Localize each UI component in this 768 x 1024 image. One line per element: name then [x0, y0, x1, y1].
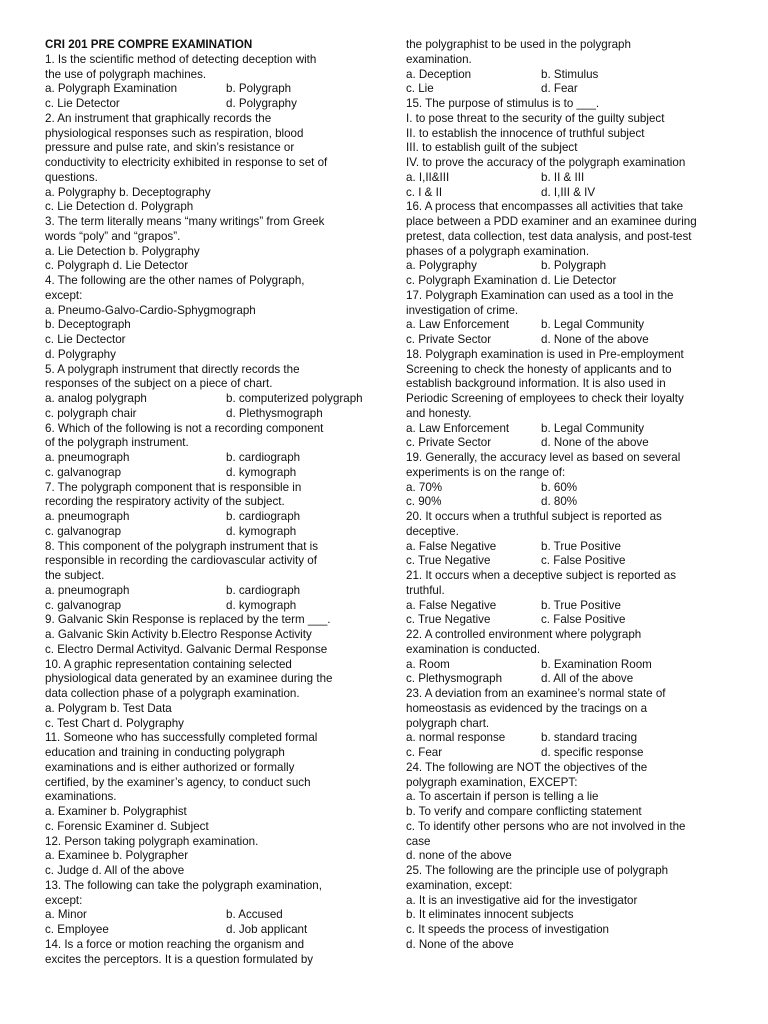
answer-options-row — [45, 599, 363, 614]
answer-option: d. kymograph — [226, 465, 297, 479]
answer-option: a. False Negative — [406, 539, 497, 553]
answer-option: d. kymograph — [226, 598, 297, 612]
answer-options-row — [406, 422, 724, 437]
question-line: examinations and is either authorized or formally — [45, 760, 295, 774]
question-line: 2. An instrument that graphically records the — [45, 111, 272, 125]
question-line: a. To ascertain if person is telling a lie — [406, 790, 599, 804]
answer-option: d. 80% — [541, 495, 578, 509]
answer-options-row — [406, 318, 724, 333]
answer-options-row — [406, 186, 724, 201]
answer-option: b. cardiograph — [226, 583, 301, 597]
answer-option: c. True Negative — [406, 554, 491, 568]
answer-options-row — [406, 495, 724, 510]
answer-option: c. Private Sector — [406, 436, 492, 450]
question-line: except: — [45, 893, 83, 907]
answer-option: d. I,III & IV — [541, 185, 596, 199]
question-line: a. Galvanic Skin Activity b.Electro Response Activity — [45, 628, 312, 641]
question-line: conductivity to electricity exhibited in response to set of — [45, 156, 328, 169]
answer-option: d. Lie Detector — [541, 274, 617, 287]
question-line: experiments is on the range of: — [406, 465, 566, 479]
answer-option: d. None of the above — [541, 333, 649, 346]
answer-options-row — [45, 525, 363, 540]
question-line: examination. — [406, 52, 472, 66]
question-line: a. Examinee b. Polygrapher — [45, 849, 189, 863]
question-line: 12. Person taking polygraph examination. — [45, 834, 259, 848]
question-line: the use of polygraph machines. — [45, 67, 207, 81]
answer-options-row — [406, 613, 724, 628]
answer-options-row — [406, 171, 724, 186]
answer-option: d. None of the above — [541, 436, 649, 450]
answer-option: a. pneumograph — [45, 451, 130, 464]
answer-option: c. galvanograp — [45, 524, 122, 538]
question-line: 23. A deviation from an examinee’s normal state of — [406, 687, 666, 700]
question-line: examination, except: — [406, 878, 513, 892]
answer-option: c. Plethysmograph — [406, 672, 503, 686]
question-line: case — [406, 834, 431, 848]
answer-option: a. Room — [406, 657, 450, 671]
question-line: I. to pose threat to the security of the guilty subject — [406, 111, 665, 125]
question-line: c. Electro Dermal Activityd. Galvanic Dermal Response — [45, 642, 328, 656]
question-line: 24. The following are NOT the objectives of the — [406, 760, 648, 774]
question-line: responsible in recording the cardiovascular activity of — [45, 554, 317, 568]
question-line: pressure and pulse rate, and skin’s resistance or — [45, 141, 295, 155]
question-line: responses of the subject on a piece of chart. — [45, 377, 273, 391]
question-line: investigation of crime. — [406, 303, 519, 317]
question-line: a. Examiner b. Polygraphist — [45, 805, 187, 818]
answer-option: a. Law Enforcement — [406, 318, 510, 332]
answer-option: b. Legal Community — [541, 421, 645, 435]
answer-option: a. I,II&III — [406, 170, 450, 184]
answer-option: c. Fear — [406, 746, 443, 759]
answer-option: a. analog polygraph — [45, 392, 147, 405]
answer-options-row — [406, 599, 724, 614]
question-line: III. to establish guilt of the subject — [406, 141, 578, 155]
question-line: c. Lie Detection d. Polygraph — [45, 200, 194, 214]
question-line: c. To identify other persons who are not involved in the — [406, 819, 686, 833]
question-line: c. It speeds the process of investigation — [406, 923, 610, 936]
question-line: 7. The polygraph component that is responsible in — [45, 480, 302, 494]
answer-option: a. Polygraphy — [406, 259, 477, 273]
question-line: 5. A polygraph instrument that directly records the — [45, 362, 300, 376]
answer-option: b. Polygraph — [226, 82, 292, 96]
answer-option: a. pneumograph — [45, 583, 130, 597]
question-line: a. Polygraphy b. Deceptography — [45, 185, 211, 199]
answer-option: a. Minor — [45, 908, 87, 922]
question-line: phases of a polygraph examination. — [406, 244, 590, 258]
answer-option: b. Polygraph — [541, 259, 607, 273]
question-line: homeostasis as evidenced by the tracings on a — [406, 701, 648, 715]
question-line: c. Judge d. All of the above — [45, 864, 185, 877]
question-line: 15. The purpose of stimulus is to ___. — [406, 97, 600, 110]
question-line: a. Polygram b. Test Data — [45, 701, 172, 715]
answer-options-row — [45, 584, 363, 599]
question-line: certified, by the examiner’s agency, to conduct such — [45, 775, 311, 789]
answer-option: c. Lie — [406, 82, 434, 96]
question-line: a. Pneumo-Galvo-Cardio-Sphygmograph — [45, 303, 256, 317]
question-line: establish background information. It is also used in — [406, 377, 666, 391]
answer-option: d. specific response — [541, 746, 644, 759]
question-line: education and training in conducting polygraph — [45, 746, 285, 759]
answer-options-row — [45, 451, 363, 466]
question-line: 11. Someone who has successfully completed formal — [45, 731, 318, 745]
question-line: 8. This component of the polygraph instrument that is — [45, 539, 319, 553]
answer-options-row — [45, 923, 363, 938]
question-line: IV. to prove the accuracy of the polygraph examination — [406, 156, 686, 169]
question-line: d. None of the above — [406, 937, 514, 951]
question-line: c. Lie Dectector — [45, 333, 126, 346]
question-line: 22. A controlled environment where polygraph — [406, 628, 642, 641]
answer-options-row — [45, 407, 363, 422]
answer-option: b. cardiograph — [226, 451, 301, 464]
question-line: 10. A graphic representation containing selected — [45, 657, 292, 671]
answer-options-row — [45, 97, 363, 112]
question-line: Screening to check the honesty of applicants and to — [406, 362, 672, 376]
answer-option: b. Legal Community — [541, 318, 645, 332]
answer-option: a. pneumograph — [45, 510, 130, 523]
answer-option: c. Lie Detector — [45, 97, 120, 110]
question-line: a. Lie Detection b. Polygraphy — [45, 244, 200, 258]
answer-option: c. Private Sector — [406, 333, 492, 346]
answer-option: c. Employee — [45, 923, 109, 936]
question-line: 14. Is a force or motion reaching the organism and — [45, 937, 305, 951]
question-line: b. To verify and compare conflicting statement — [406, 805, 642, 818]
answer-options-row — [406, 436, 724, 451]
question-line: except: — [45, 288, 83, 302]
question-line: 25. The following are the principle use of polygraph — [406, 864, 669, 877]
answer-option: c. galvanograp — [45, 465, 122, 479]
answer-option: c. Polygraph Examination — [406, 274, 538, 287]
question-line: data collection phase of a polygraph examination. — [45, 687, 300, 700]
left-column — [45, 38, 363, 967]
question-line: 18. Polygraph examination is used in Pre-employment — [406, 347, 684, 361]
answer-option: b. computerized polygraph — [226, 392, 363, 405]
answer-options-row — [45, 466, 363, 481]
question-line: place between a PDD examiner and an examinee during — [406, 215, 697, 228]
answer-options-row — [406, 259, 724, 274]
answer-option: a. False Negative — [406, 598, 497, 612]
question-line: 1. Is the scientific method of detecting deception with — [45, 52, 317, 66]
answer-options-row — [406, 731, 724, 746]
answer-option: c. galvanograp — [45, 598, 122, 612]
answer-option: b. Examination Room — [541, 657, 652, 671]
question-line: 13. The following can take the polygraph examination, — [45, 878, 322, 892]
answer-option: b. cardiograph — [226, 510, 301, 523]
question-line: 19. Generally, the accuracy level as based on several — [406, 451, 681, 464]
answer-option: a. Polygraph Examination — [45, 82, 178, 96]
answer-option: d. All of the above — [541, 672, 634, 686]
question-line: 17. Polygraph Examination can used as a tool in the — [406, 288, 674, 302]
question-line: words “poly” and “grapos”. — [45, 229, 181, 243]
question-line: 4. The following are the other names of Polygraph, — [45, 274, 305, 287]
answer-options-row — [406, 554, 724, 569]
question-line: pretest, data collection, test data analysis, and post-test — [406, 229, 692, 243]
answer-options-row — [406, 274, 724, 289]
question-line: examinations. — [45, 790, 117, 804]
question-line: and honesty. — [406, 406, 472, 420]
question-line: b. Deceptograph — [45, 318, 131, 332]
question-line: examination is conducted. — [406, 642, 541, 656]
question-line: the subject. — [45, 569, 105, 582]
answer-option: b. II & III — [541, 170, 585, 184]
answer-options-row — [406, 672, 724, 687]
answer-options-row — [406, 540, 724, 555]
question-line: truthful. — [406, 583, 445, 597]
question-line: 3. The term literally means “many writings” from Greek — [45, 215, 325, 228]
question-line: d. none of the above — [406, 849, 512, 863]
answer-option: c. False Positive — [541, 613, 626, 627]
answer-option: b. 60% — [541, 480, 578, 494]
question-line: II. to establish the innocence of truthful subject — [406, 126, 645, 140]
question-line: recording the respiratory activity of the subject. — [45, 495, 285, 509]
answer-options-row — [45, 392, 363, 407]
question-line: a. It is an investigative aid for the investigator — [406, 893, 638, 907]
question-line: 20. It occurs when a truthful subject is reported as — [406, 510, 662, 523]
question-line: deceptive. — [406, 524, 459, 538]
answer-option: c. polygraph chair — [45, 406, 137, 420]
answer-options-row — [45, 82, 363, 97]
question-line: c. Polygraph d. Lie Detector — [45, 259, 189, 273]
question-line: 16. A process that encompasses all activities that take — [406, 200, 684, 214]
answer-option: d. kymograph — [226, 524, 297, 538]
question-line: physiological responses such as respiration, blood — [45, 126, 304, 140]
question-line: 6. Which of the following is not a recording component — [45, 421, 324, 435]
exam-title: CRI 201 PRE COMPRE EXAMINATION — [45, 38, 253, 51]
answer-option: b. Accused — [226, 908, 283, 922]
question-line: of the polygraph instrument. — [45, 436, 189, 450]
question-line: polygraph examination, EXCEPT: — [406, 775, 578, 789]
question-line: c. Forensic Examiner d. Subject — [45, 819, 209, 833]
answer-option: c. I & II — [406, 185, 443, 199]
answer-option: b. True Positive — [541, 539, 621, 553]
question-line: 9. Galvanic Skin Response is replaced by the term ___. — [45, 613, 331, 627]
answer-option: d. Job applicant — [226, 923, 308, 936]
question-line: questions. — [45, 170, 98, 184]
question-line: b. It eliminates innocent subjects — [406, 908, 574, 922]
question-line: polygraph chart. — [406, 716, 490, 730]
question-line: 21. It occurs when a deceptive subject is reported as — [406, 569, 677, 582]
answer-option: d. Polygraphy — [226, 97, 297, 110]
answer-options-row — [406, 82, 724, 97]
question-line: Periodic Screening of employees to check their loyalty — [406, 392, 684, 405]
answer-option: b. True Positive — [541, 598, 621, 612]
answer-option: b. standard tracing — [541, 731, 638, 745]
answer-option: c. True Negative — [406, 613, 491, 627]
answer-option: c. False Positive — [541, 554, 626, 568]
question-line: d. Polygraphy — [45, 347, 116, 361]
question-line: physiological data generated by an examinee during the — [45, 672, 333, 686]
answer-options-row — [45, 908, 363, 923]
answer-option: d. Fear — [541, 82, 578, 96]
answer-option: b. Stimulus — [541, 67, 599, 81]
answer-option: a. Deception — [406, 67, 472, 81]
answer-options-row — [45, 510, 363, 525]
answer-option: a. normal response — [406, 731, 506, 745]
answer-options-row — [406, 333, 724, 348]
answer-option: d. Plethysmograph — [226, 406, 323, 420]
question-line: c. Test Chart d. Polygraphy — [45, 716, 184, 730]
answer-options-row — [406, 481, 724, 496]
answer-option: a. Law Enforcement — [406, 421, 510, 435]
answer-option: a. 70% — [406, 480, 443, 494]
right-column — [406, 38, 724, 953]
question-line: excites the perceptors. It is a question formulated by — [45, 952, 314, 966]
answer-option: c. 90% — [406, 495, 442, 509]
answer-options-row — [406, 658, 724, 673]
answer-options-row — [406, 68, 724, 83]
answer-options-row — [406, 746, 724, 761]
question-line: the polygraphist to be used in the polygraph — [406, 38, 631, 51]
